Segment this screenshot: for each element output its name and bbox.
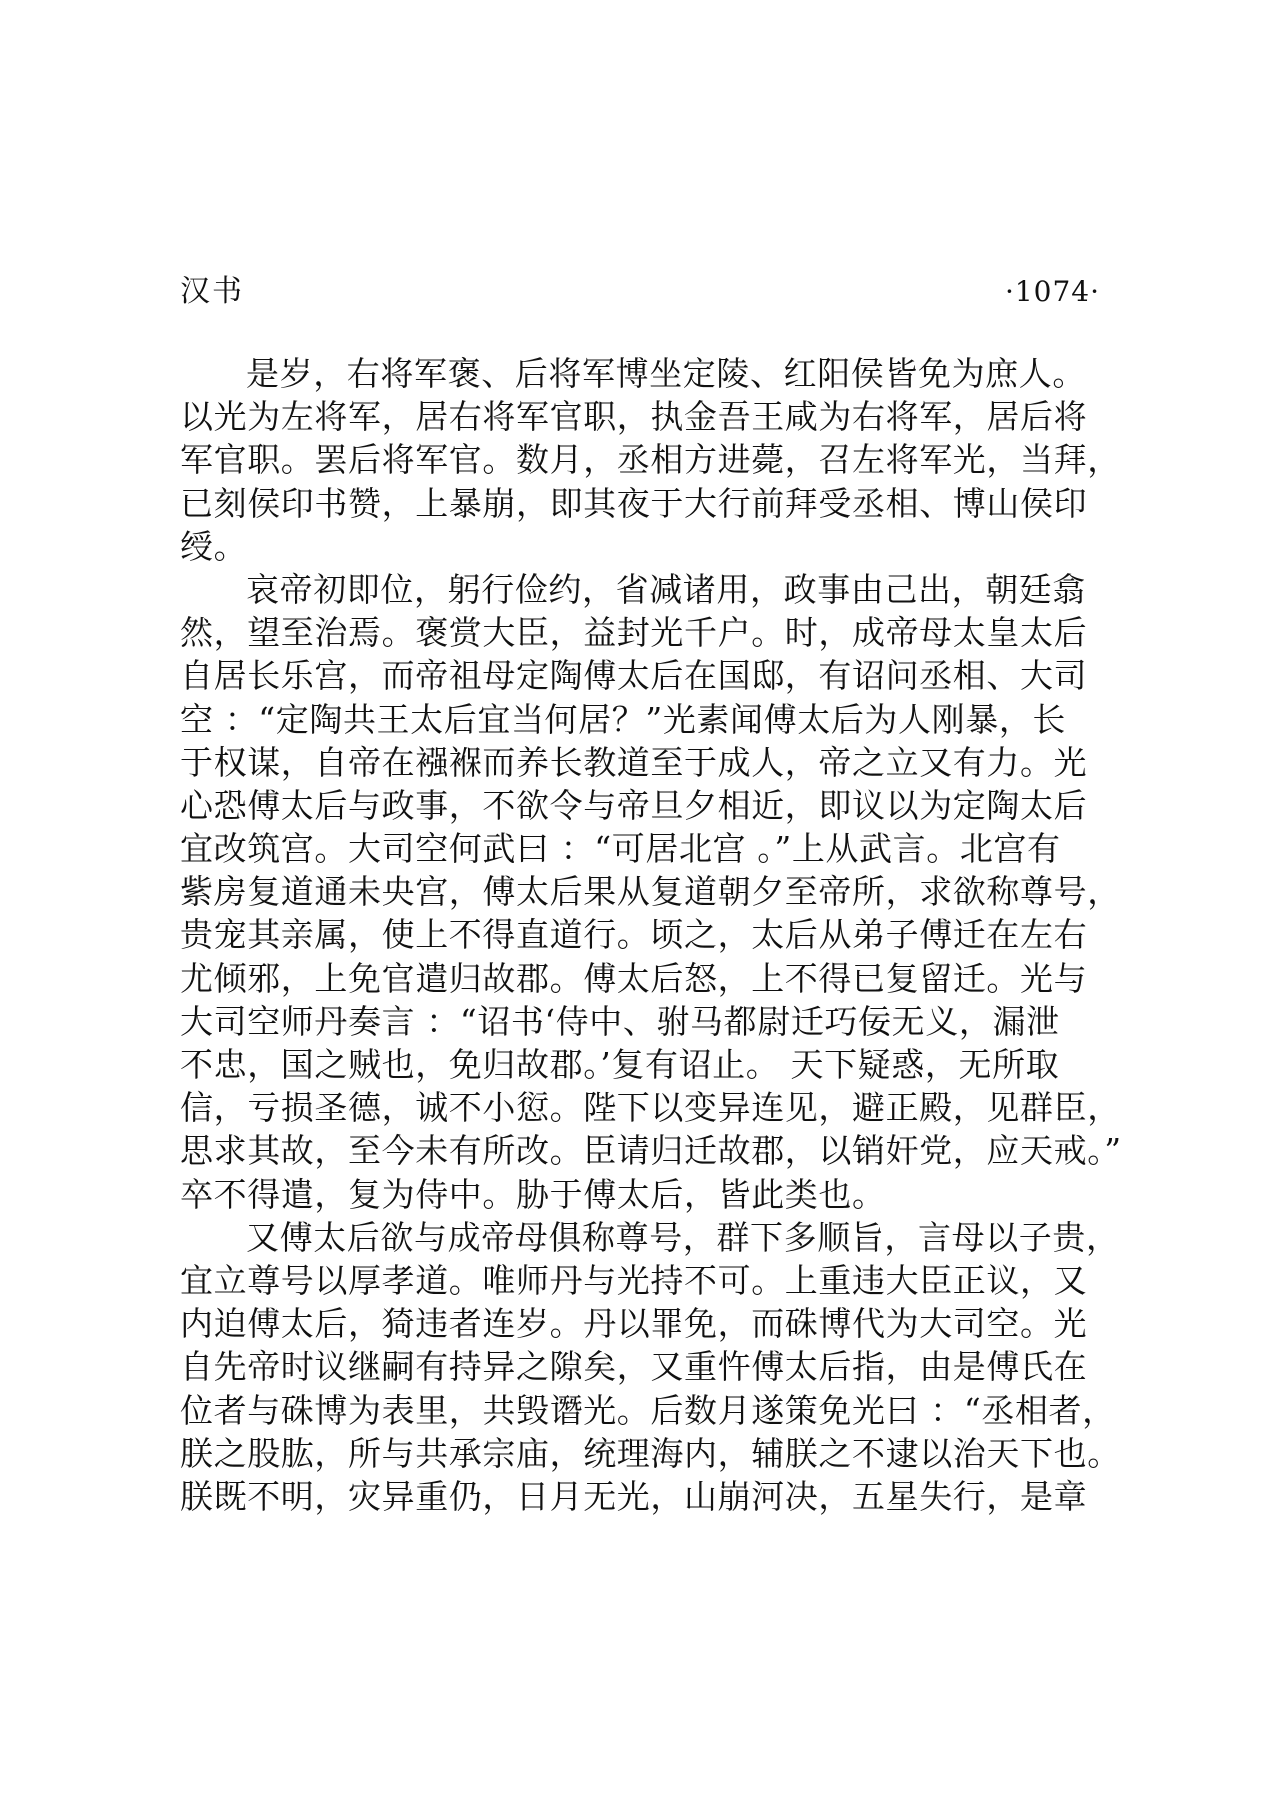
text-line: 紫房复道通未央宫，傅太后果从复道朝夕至帝所，求欲称尊号， <box>180 872 1121 912</box>
text-line: 尤倾邪，上免官遣归故郡。傅太后怒，上不得已复留迁。光与 <box>180 958 1088 998</box>
page-header <box>180 270 1100 314</box>
text-line: 自先帝时议继嗣有持异之隙矣，又重忤傅太后指，由是傅氏在 <box>180 1347 1088 1387</box>
text-line: 哀帝初即位，躬行俭约，省减诸用，政事由己出，朝廷翕 <box>246 569 1086 609</box>
text-line: 于权谋，自帝在襁褓而养长教道至于成人，帝之立又有力。光 <box>180 742 1088 782</box>
text-line: 以光为左将军，居右将军官职，执金吾王咸为右将军，居后将 <box>180 397 1088 437</box>
text-line: 朕之股肱，所与共承宗庙，统理海内，辅朕之不逮以治天下也。 <box>180 1433 1121 1473</box>
text-line: 卒不得遣，复为侍中。胁于傅太后，皆此类也。 <box>180 1174 886 1214</box>
text-line: 军官职。罢后将军官。数月，丞相方进薨，召左将军光，当拜， <box>180 440 1121 480</box>
text-line: 信，亏损圣德，诚不小愆。陛下以变异连见，避正殿，见群臣， <box>180 1088 1121 1128</box>
text-line: 不忠，国之贼也，免归故郡。’复有诏止。 天下疑惑，无所取 <box>180 1045 1060 1084</box>
text-line: 心恐傅太后与政事，不欲令与帝旦夕相近，即议以为定陶太后 <box>180 785 1088 825</box>
text-line: 是岁，右将军褒、后将军博坐定陵、红阳侯皆免为庶人。 <box>246 354 1086 393</box>
book-title: 汉书 <box>180 274 244 309</box>
text-line: 思求其故，至今未有所改。臣请归迁故郡，以销奸党，应天戒。” <box>180 1131 1122 1171</box>
text-line: 宜立尊号以厚孝道。唯师丹与光持不可。上重违大臣正议，又 <box>180 1260 1088 1300</box>
page-number: ·1074· <box>1004 275 1100 308</box>
text-line: 又傅太后欲与成帝母俱称尊号，群下多顺旨，言母以子贵， <box>246 1217 1120 1257</box>
text-line: 内迫傅太后，猗违者连岁。丹以罪免，而硃博代为大司空。光 <box>180 1304 1088 1344</box>
text-line: 已刻侯印书赞，上暴崩，即其夜于大行前拜受丞相、博山侯印 <box>180 483 1088 523</box>
text-line: 然，望至治焉。褒赏大臣，益封光千户。时，成帝母太皇太后 <box>180 613 1088 653</box>
text-line: 大司空师丹奏言 ：“诏书‘侍中、驸马都尉迁巧佞无义，漏泄 <box>180 1001 1060 1041</box>
text-line: 位者与硃博为表里，共毁谮光。后数月遂策免光曰 ：“丞相者， <box>180 1390 1116 1430</box>
text-line: 朕既不明，灾异重仍，日月无光，山崩河决，五星失行，是章 <box>180 1476 1088 1516</box>
text-line: 自居长乐宫，而帝祖母定陶傅太后在国邸，有诏问丞相、大司 <box>180 656 1088 696</box>
text-line: 绶。 <box>180 526 248 566</box>
text-line: 空 ：“定陶共王太后宜当何居？”光素闻傅太后为人刚暴，长 <box>180 699 1067 739</box>
text-line: 宜改筑宫。大司空何武曰 ：“可居北宫 。”上从武言。北宫有 <box>180 829 1061 869</box>
body-text <box>180 352 1122 1518</box>
text-line: 贵宠其亲属，使上不得直道行。顷之，太后从弟子傅迁在左右 <box>180 915 1088 955</box>
